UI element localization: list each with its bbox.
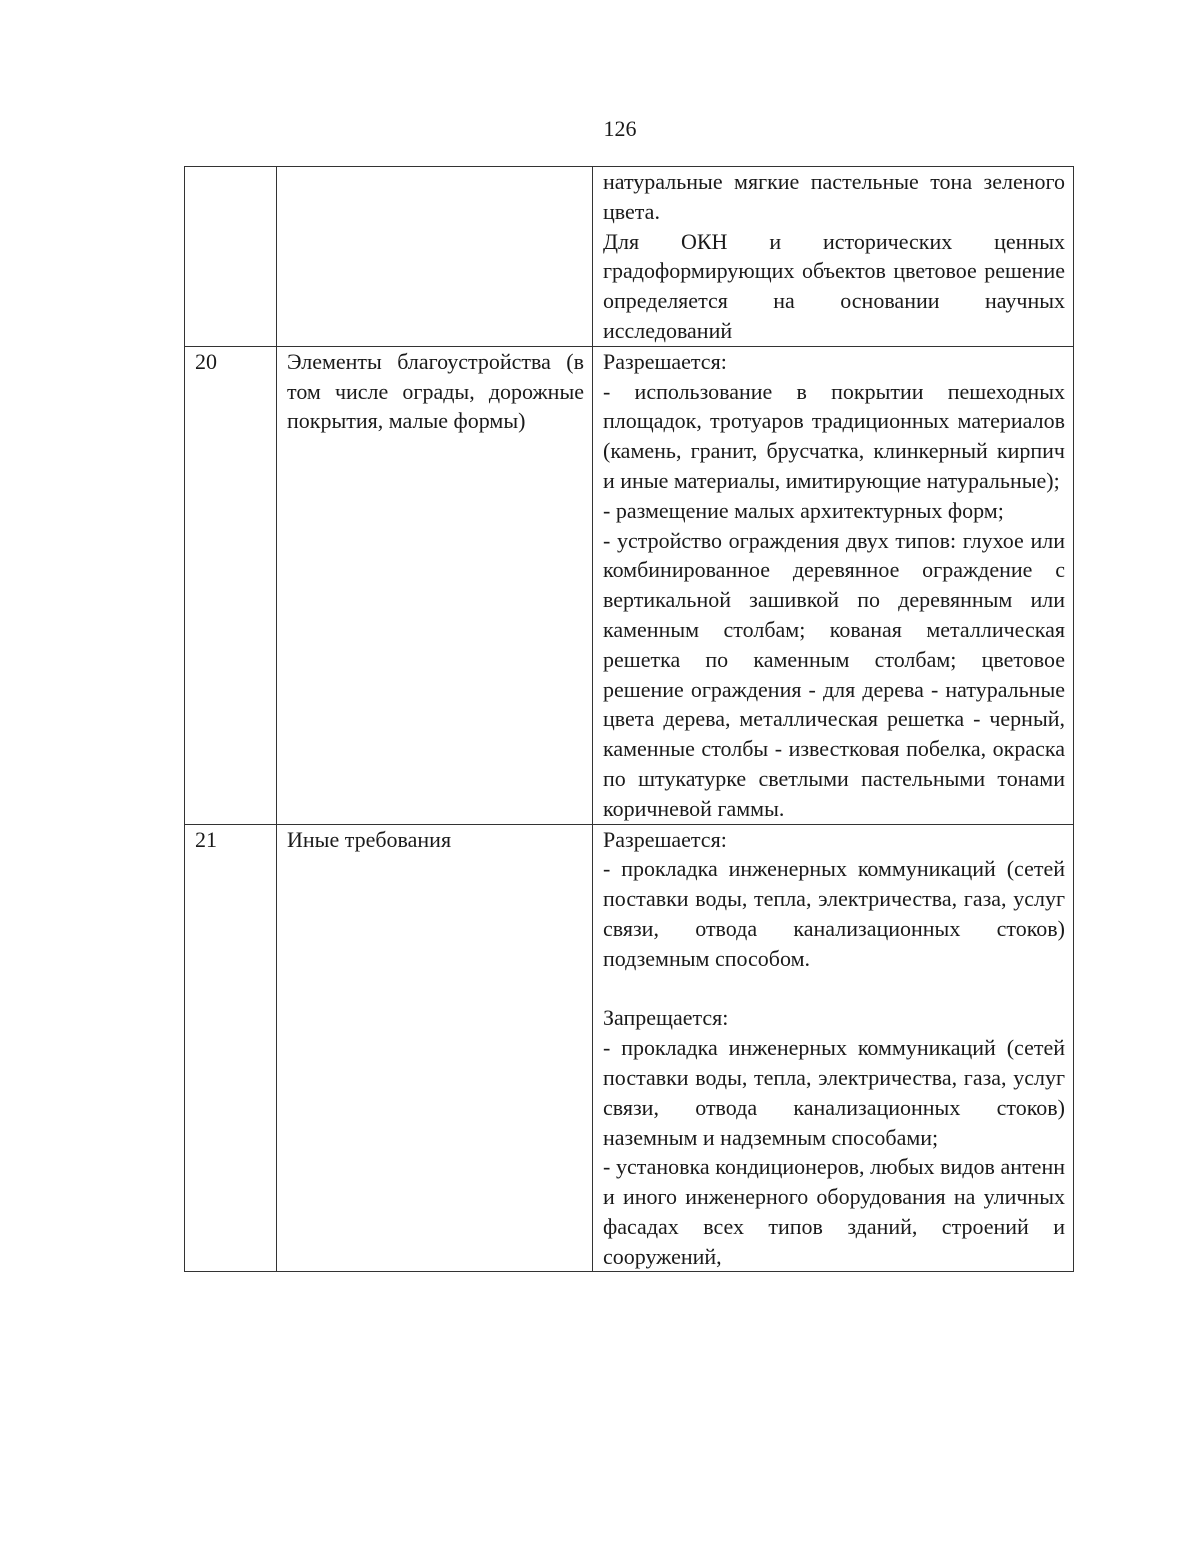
table-row bbox=[185, 346, 1074, 824]
requirement-heading: Разрешается: bbox=[603, 348, 727, 374]
table-row bbox=[185, 824, 1074, 1272]
page-number: 126 bbox=[603, 116, 637, 141]
paragraph-gap bbox=[603, 974, 1065, 1004]
requirement-heading: Разрешается: bbox=[603, 826, 727, 852]
requirements-cell bbox=[593, 346, 1074, 824]
requirements-cell bbox=[593, 167, 1074, 347]
row-number-cell: 20 bbox=[185, 346, 277, 824]
element-name-cell: Иные требования bbox=[277, 824, 593, 1272]
requirement-text: - установка кондиционеров, любых видов антенн и иного инженерного оборудования на уличных фасадах всех типов зданий, строений и сооружений, bbox=[603, 1154, 1065, 1269]
regulations-table bbox=[184, 166, 1074, 1272]
row-number-cell: 21 bbox=[185, 824, 277, 1272]
row-number-cell bbox=[185, 167, 277, 347]
requirement-heading: Запрещается: bbox=[603, 1005, 729, 1031]
element-name-cell: Элементы благоустройства (в том числе ограды, дорожные покрытия, малые формы) bbox=[277, 346, 593, 824]
requirement-text: Для ОКН и исторических ценных градоформирующих объектов цветовое решение определяется на основании научных исследований bbox=[603, 228, 1065, 343]
requirements-cell bbox=[593, 824, 1074, 1272]
requirement-text: - использование в покрытии пешеходных площадок, тротуаров традиционных материалов (камень, гранит, брусчатка, клинкерный кирпич и иные материалы, имитирующие натуральные); bbox=[603, 378, 1065, 493]
requirement-text: - прокладка инженерных коммуникаций (сетей поставки воды, тепла, электричества, газа, услуг связи, отвода канализационных стоков) наземным и надземным способами; bbox=[603, 1035, 1065, 1150]
requirement-text: - размещение малых архитектурных форм; bbox=[603, 497, 1004, 523]
table-row bbox=[185, 167, 1074, 347]
requirement-text: - устройство ограждения двух типов: глухое или комбинированное деревянное ограждение с вертикальной зашивкой по деревянным или каменным столбам; кованая металлическая решетка по каменным столбам; цветовое решение ограждения - для дерева - натуральные цвета дерева, металлическая решетка - черный, каменные столбы - известковая побелка, окраска по штукатурке светлыми пастельными тонами коричневой гаммы. bbox=[603, 527, 1065, 821]
requirement-text: натуральные мягкие пастельные тона зеленого цвета. bbox=[603, 169, 1065, 224]
element-name-cell bbox=[277, 167, 593, 347]
requirement-text: - прокладка инженерных коммуникаций (сетей поставки воды, тепла, электричества, газа, услуг связи, отвода канализационных стоков) подземным способом. bbox=[603, 856, 1065, 971]
